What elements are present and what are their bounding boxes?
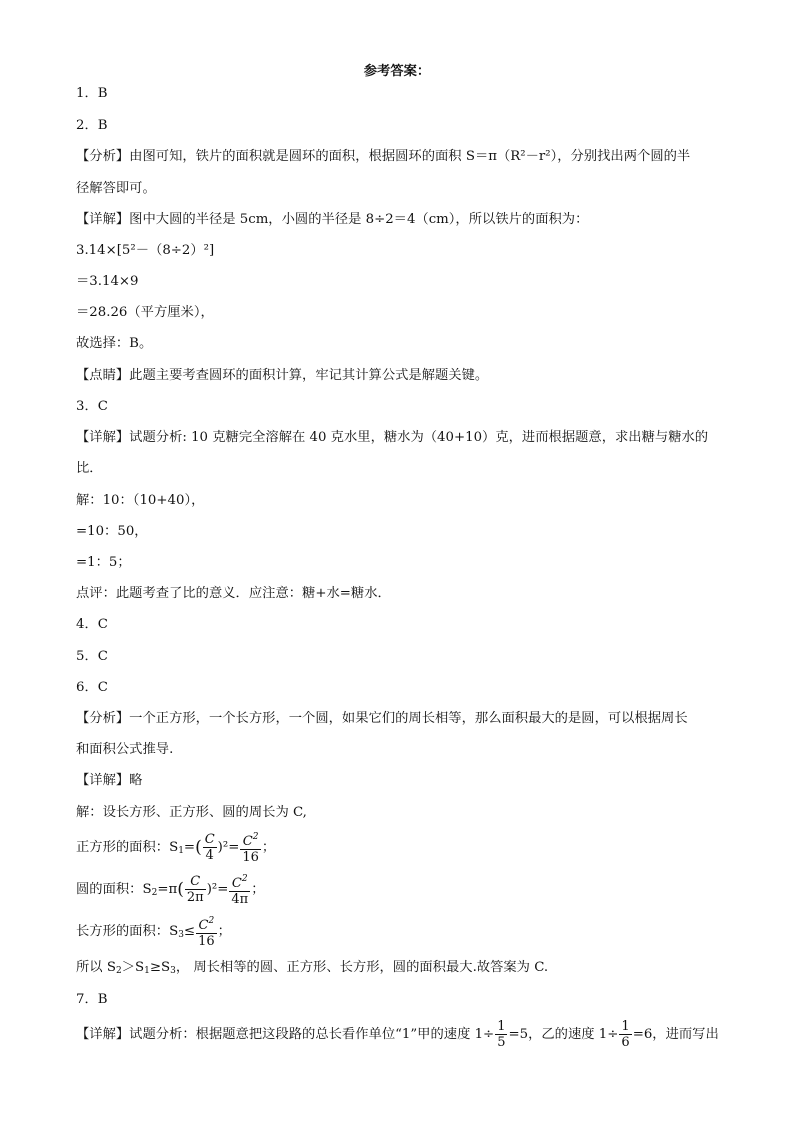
q6-conclusion: 所以 $S_2>S_1\ge S_3$， 周长相等的圆、正方形、长方形，圆的面积最大.故答案为 C. (76, 960, 549, 976)
page-title: 参考答案： (363, 64, 431, 79)
calc-line-2: ＝3.14×9 (76, 274, 139, 289)
q3-solve-1: 解：10：（10+40）， (76, 493, 205, 508)
q3-review: 点评：此题考查了比的意义．应注意：糖+水=糖水． (76, 586, 391, 601)
square-area-formula: 正方形的面积：$S_1=$( $\frac{C}{4}$ )²= $\frac{C^2}{16}$ ； (76, 832, 276, 865)
comment-line: 【点睛】此题主要考查圆环的面积计算，牢记其计算公式是解题关键。 (76, 368, 489, 383)
calc-line-1: 3.14×[5²－（8÷2）²] (76, 243, 215, 258)
q3-detail-line-2: 比． (76, 461, 103, 476)
c-over-4-fraction: $\frac{C}{4}$ (204, 832, 215, 863)
c2-over-4pi-fraction: $\frac{C^2}{4\pi}$ (231, 874, 249, 907)
one-sixth-fraction: $\frac{1}{6}$ (621, 1019, 630, 1050)
analysis-line-1: 【分析】由图可知，铁片的面积就是圆环的面积，根据圆环的面积 S＝π（R²－r²），分别找出两个圆的半 (76, 149, 691, 164)
answer-1: 1．B (76, 86, 108, 101)
q3-solve-2: =10：50， (76, 524, 148, 539)
analysis-line-2: 径解答即可。 (76, 181, 156, 196)
c2-over-16-fraction: $\frac{C^2}{16}$ (242, 832, 259, 865)
answer-2: 2．B (76, 118, 108, 133)
answer-6: 6．C (76, 680, 108, 695)
calc-line-3: ＝28.26（平方厘米）， (76, 305, 214, 320)
answer-4: 4．C (76, 617, 108, 632)
detail-line-1: 【详解】图中大圆的半径是 5cm，小圆的半径是 8÷2＝4（cm），所以铁片的面积为： (76, 212, 589, 227)
answer-3: 3．C (76, 399, 108, 414)
q6-detail: 【详解】略 (76, 773, 143, 788)
answer-7: 7．B (76, 992, 108, 1007)
q6-analysis-2: 和面积公式推导. (76, 742, 174, 757)
q6-analysis-1: 【分析】一个正方形，一个长方形，一个圆，如果它们的周长相等，那么面积最大的是圆，可以根据周长 (76, 711, 688, 726)
q6-solve-intro: 解：设长方形、正方形、圆的周长为 C, (76, 805, 307, 820)
q3-solve-3: =1：5； (76, 555, 131, 570)
circle-area-formula: 圆的面积：$S_2=\pi$( $\frac{C}{2\pi}$ )²= $\frac{C^2}{4\pi}$ ； (76, 874, 265, 907)
q3-detail-line-1: 【详解】试题分析: 10 克糖完全溶解在 40 克水里，糖水为（40+10）克，进而根据题意，求出糖与糖水的 (76, 430, 709, 445)
answer-5: 5．C (76, 649, 108, 664)
q7-detail: 【详解】试题分析：根据题意把这段路的总长看作单位“1”甲的速度 1÷ $\frac{1}{5}$ =5，乙的速度 1÷ $\frac{1}{6}$ =6，进而写出 (76, 1019, 719, 1050)
c2-over-16-fraction-rect: $\frac{C^2}{16}$ (198, 916, 215, 949)
rectangle-area-formula: 长方形的面积：$S_3\le$ $\frac{C^2}{16}$ ； (76, 916, 231, 949)
choice-line: 故选择：B。 (76, 336, 153, 351)
c-over-2pi-fraction: $\frac{C}{2\pi}$ (186, 874, 204, 905)
one-fifth-fraction: $\frac{1}{5}$ (497, 1019, 506, 1050)
